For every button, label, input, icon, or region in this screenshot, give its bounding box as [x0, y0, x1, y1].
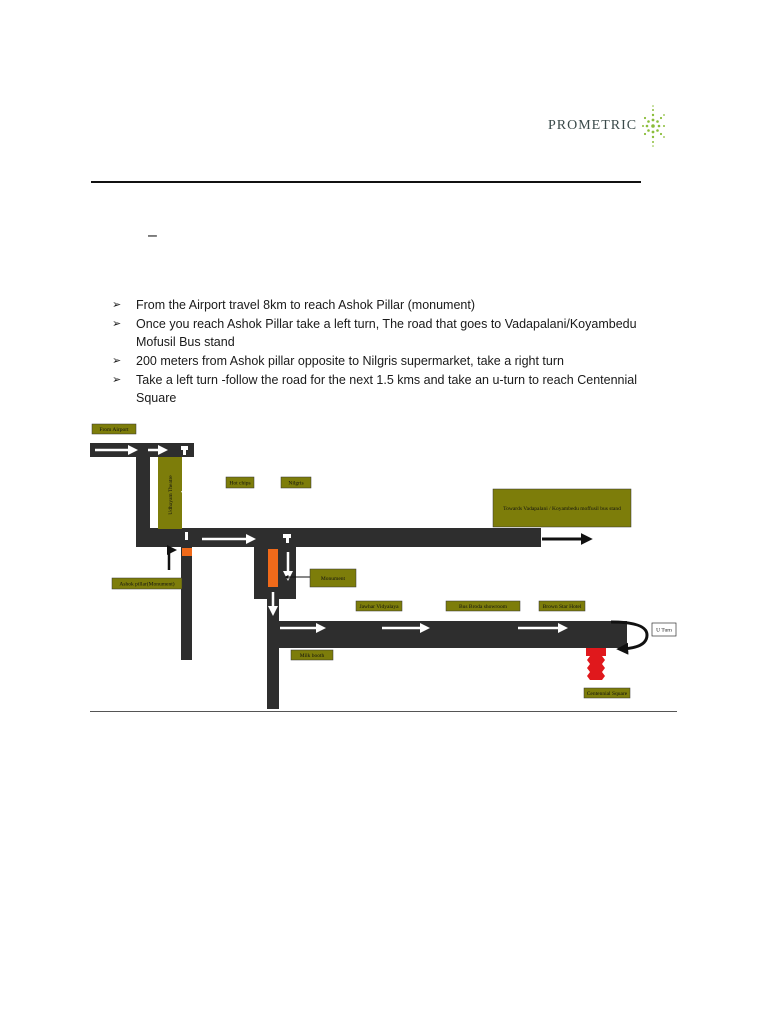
arrow-bullet-icon: ➢ [112, 374, 122, 386]
centennial-square-marker [586, 648, 606, 680]
direction-text: Take a left turn -follow the road for the next 1.5 kms and take an u-turn to reach Centennial Square [136, 373, 637, 405]
logo-text: PROMETRIC [548, 118, 638, 133]
direction-item [112, 352, 672, 370]
direction-item [112, 296, 672, 314]
u-turn-label: U Turn [656, 627, 672, 634]
title-dash: – [148, 227, 157, 244]
left-turn-arrow [169, 550, 173, 570]
starburst-icon [639, 104, 667, 148]
hotel-label: Brown Star Hotel [542, 604, 582, 610]
udhayam-theatre-label: Udhayam Theatre [168, 475, 174, 515]
direction-item [112, 315, 672, 351]
nilgris-label: Nilgris [288, 480, 304, 487]
prometric-logo [548, 104, 667, 148]
jawhar-label: Jawhar Vidyalaya [359, 604, 399, 610]
direction-text: 200 meters from Ashok pillar opposite to Nilgris supermarket, take a right turn [136, 354, 564, 368]
header-rule [91, 181, 641, 183]
arrow-bullet-icon: ➢ [112, 318, 122, 330]
bank-label: Bus Broda showroom [459, 604, 507, 610]
ashok-pillar-marker [182, 548, 192, 556]
road-down-left [181, 547, 192, 660]
monument-marker [268, 549, 278, 587]
directions-list [112, 296, 672, 408]
direction-text: Once you reach Ashok Pillar take a left turn, The road that goes to Vadapalani/Koyambedu Mofusil Bus stand [136, 317, 637, 349]
hot-chips-label: Hot chips [229, 480, 251, 487]
from-airport-label: From Airport [99, 427, 129, 433]
route-map-svg [90, 422, 677, 711]
arrow-bullet-icon: ➢ [112, 299, 122, 311]
route-map [90, 422, 677, 712]
milk-booth-label: Milk booth [299, 653, 325, 659]
monument-label: Monument [320, 576, 346, 582]
ashok-pillar-label: Ashok pillar(Monument) [119, 581, 175, 588]
towards-label: Towards Vadapalani / Koyambedu moffusil bus stand [503, 506, 621, 512]
arrow-bullet-icon: ➢ [112, 355, 122, 367]
road-main [136, 528, 541, 547]
road-lower [267, 621, 627, 648]
centennial-square-label: Centennial Square [586, 691, 628, 697]
direction-text: From the Airport travel 8km to reach Ashok Pillar (monument) [136, 298, 476, 312]
direction-item [112, 371, 672, 407]
road-down-center [267, 599, 279, 709]
